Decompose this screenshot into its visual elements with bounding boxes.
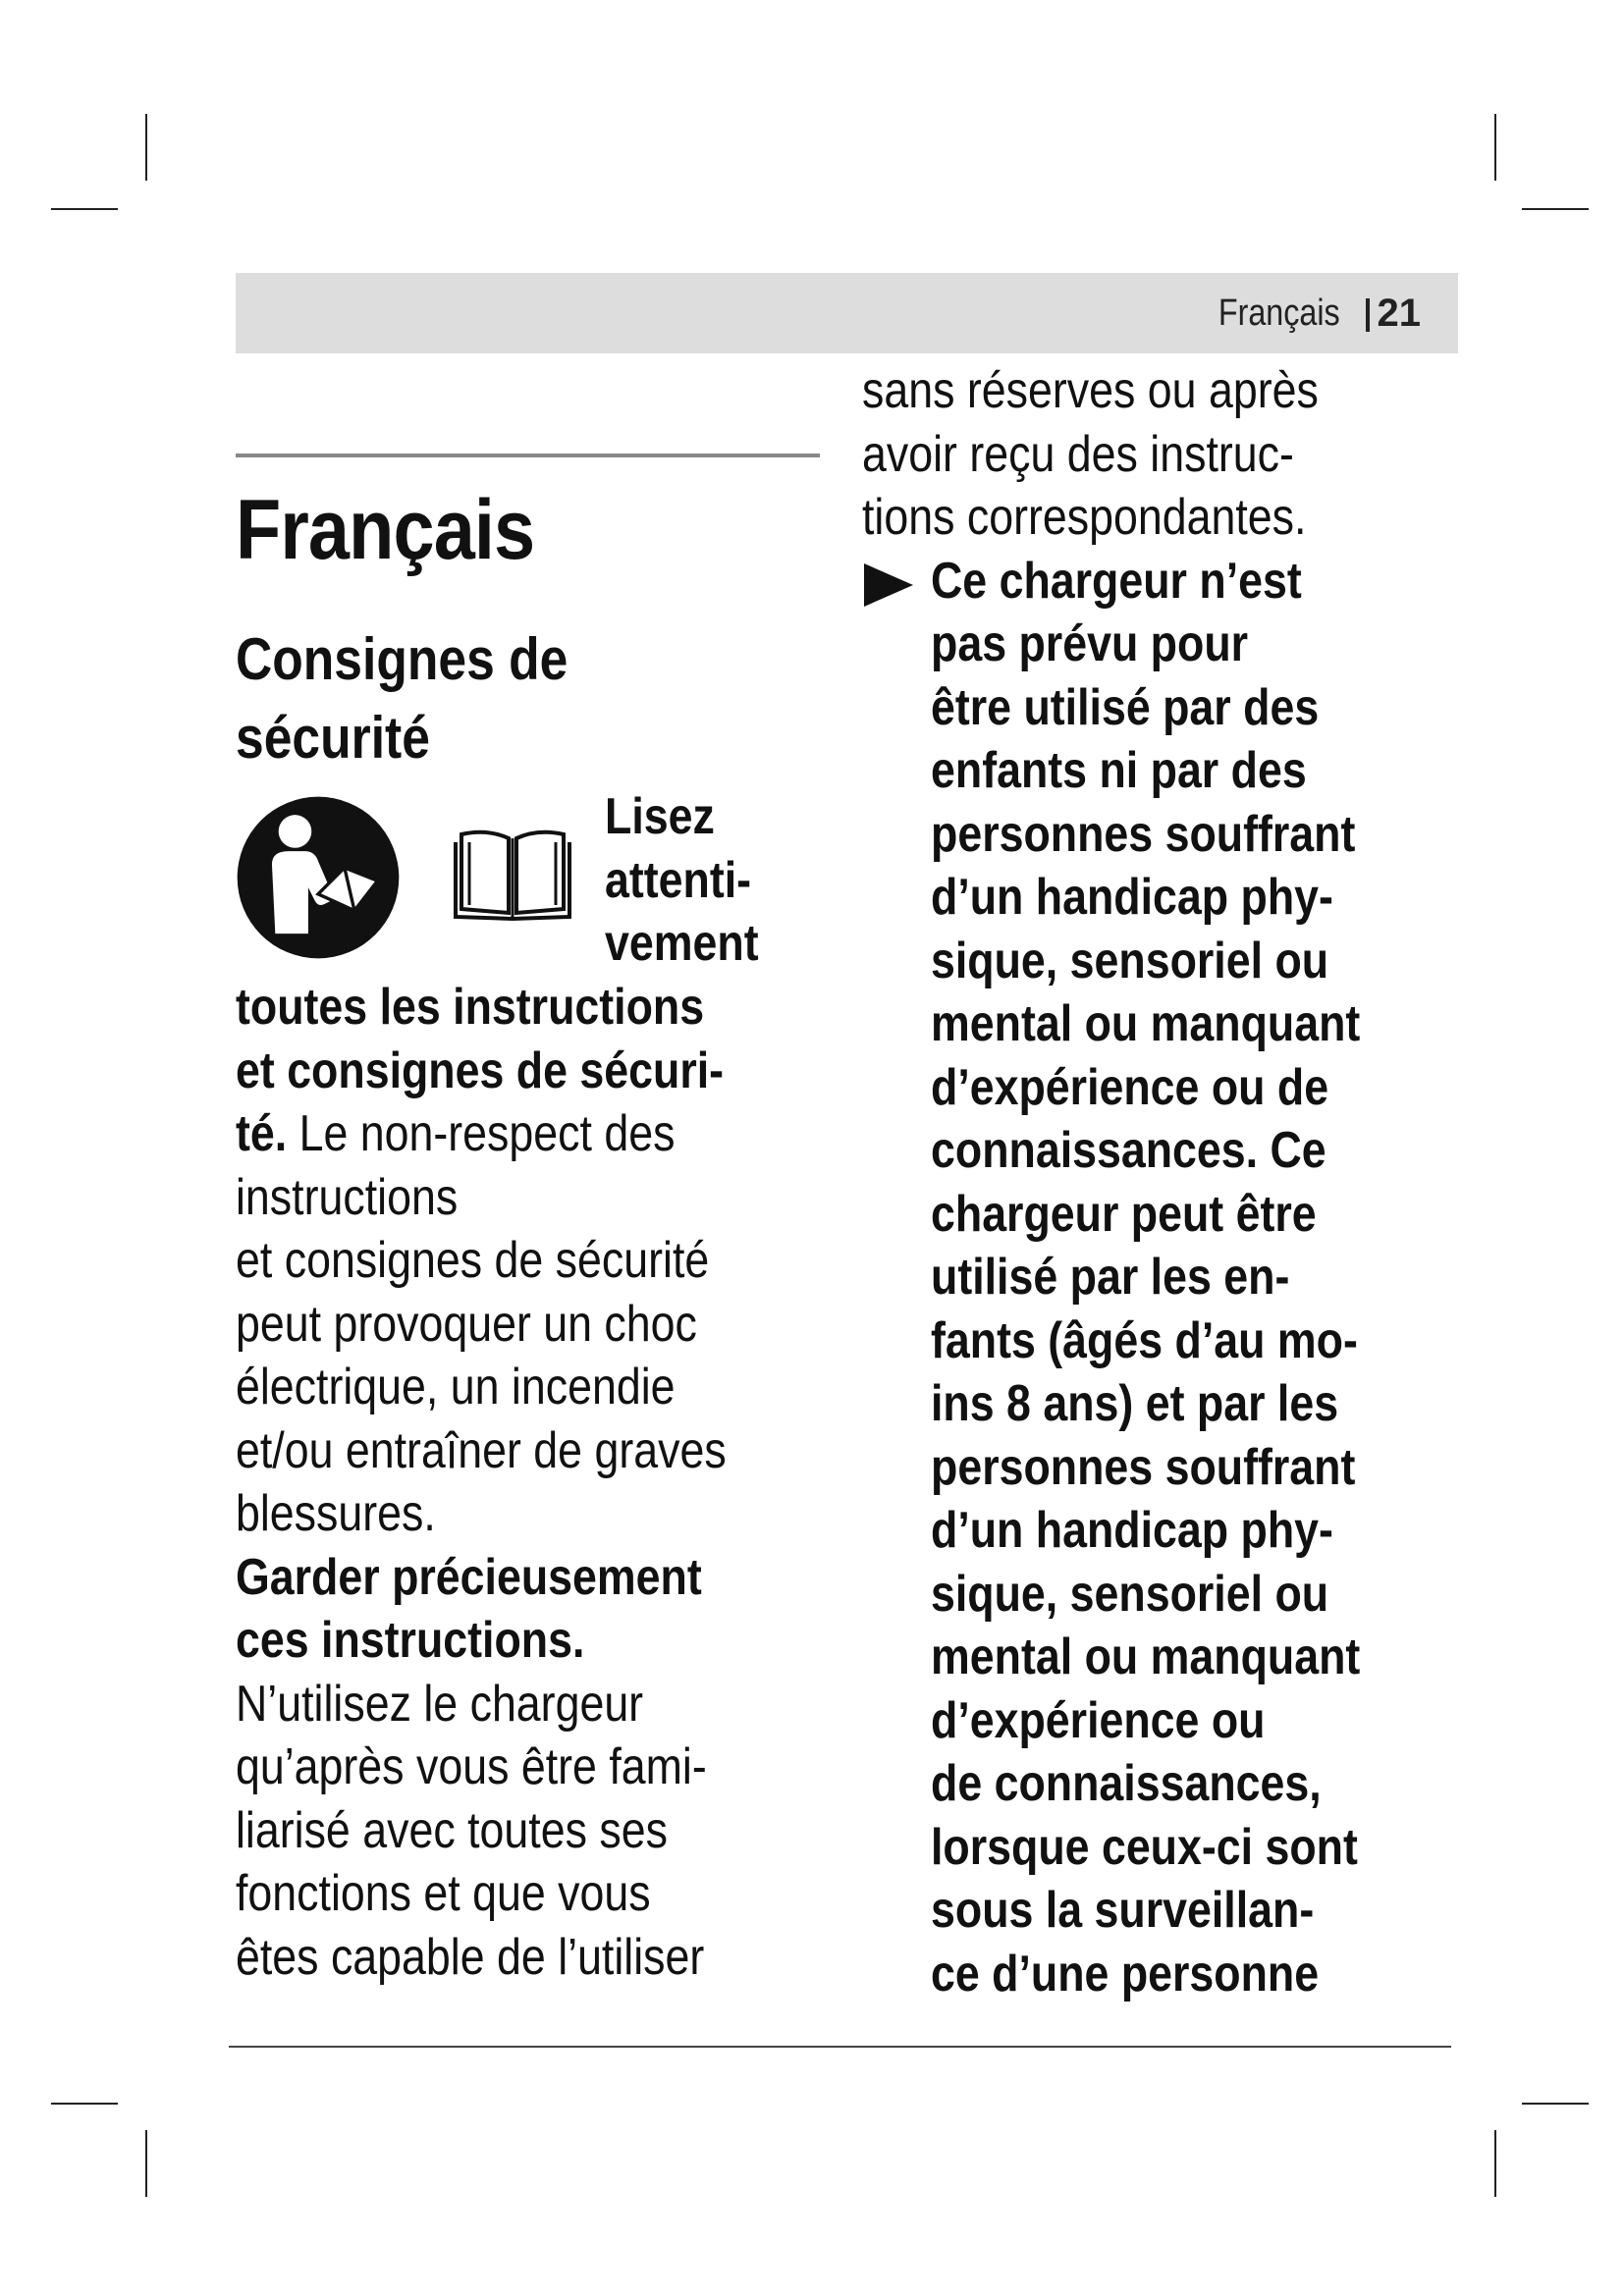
text-line: et consignes de sécurité bbox=[236, 1232, 710, 1289]
text-line: ins 8 ans) et par les bbox=[931, 1375, 1339, 1432]
text-line: d’expérience ou bbox=[931, 1691, 1266, 1749]
bullet-item bbox=[862, 550, 1471, 2006]
crop-mark bbox=[51, 2103, 118, 2105]
crop-mark bbox=[1494, 2130, 1496, 2197]
text-line: fonctions et que vous bbox=[236, 1865, 651, 1922]
bottom-rule bbox=[229, 2046, 1451, 2048]
right-column bbox=[862, 359, 1471, 2005]
text-line: connaissances. Ce bbox=[931, 1122, 1326, 1179]
open-book-icon bbox=[454, 815, 571, 923]
text-line: électrique, un incendie bbox=[236, 1359, 676, 1415]
text-line: personnes souffrant bbox=[931, 805, 1356, 863]
text-line: peut provoquer un choc bbox=[236, 1295, 697, 1353]
text-line: tions correspondantes. bbox=[862, 489, 1307, 546]
page-title: Français bbox=[236, 483, 535, 577]
text-line: d’un handicap phy- bbox=[931, 869, 1333, 926]
triangle-bullet-icon bbox=[864, 563, 913, 607]
section-heading: Consignes de sécurité bbox=[236, 626, 568, 771]
text-line: N’utilisez le chargeur bbox=[236, 1675, 644, 1733]
text-line: Lisez bbox=[605, 788, 715, 845]
text-line: d’un handicap phy- bbox=[931, 1502, 1333, 1559]
read-manual-icon bbox=[236, 795, 401, 960]
text-line: sans réserves ou après bbox=[862, 362, 1319, 419]
text-line: lorsque ceux-ci sont bbox=[931, 1818, 1358, 1876]
text-line: sique, sensoriel ou bbox=[931, 1565, 1329, 1623]
text-line: pas prévu pour bbox=[931, 615, 1249, 672]
bold-tail: té. bbox=[236, 1105, 288, 1162]
text-line: Ce chargeur n’est bbox=[931, 552, 1302, 610]
text-line: qu’après vous être fami- bbox=[236, 1738, 707, 1795]
text-line: sique, sensoriel ou bbox=[931, 932, 1329, 989]
crop-mark bbox=[1522, 208, 1589, 210]
text-line: attenti- bbox=[605, 851, 752, 909]
text-line bbox=[236, 1102, 818, 1166]
text-line: enfants ni par des bbox=[931, 742, 1307, 799]
text-line: chargeur peut être bbox=[931, 1185, 1317, 1243]
text-line: toutes les instructions bbox=[236, 979, 705, 1036]
continuation-paragraph bbox=[862, 359, 1444, 550]
bullet-text bbox=[931, 550, 1513, 2006]
icon-row bbox=[236, 785, 820, 982]
crop-mark bbox=[145, 114, 147, 181]
text-line: ces instructions. bbox=[236, 1612, 585, 1669]
text-line: et/ou entraîner de graves bbox=[236, 1421, 727, 1479]
text-fragment: Le non-respect des bbox=[287, 1105, 676, 1162]
text-line: fants (âgés d’au mo- bbox=[931, 1311, 1358, 1369]
text-line: d’expérience ou de bbox=[931, 1058, 1329, 1116]
crop-mark bbox=[1494, 114, 1496, 181]
crop-mark bbox=[1522, 2103, 1589, 2105]
text-line: ce d’une personne bbox=[931, 1945, 1320, 2002]
icon-side-text bbox=[605, 785, 821, 976]
page-header bbox=[236, 273, 1458, 353]
text-line: de connaissances, bbox=[931, 1755, 1322, 1812]
text-line: mental ou manquant bbox=[931, 995, 1361, 1052]
text-line: personnes souffrant bbox=[931, 1438, 1356, 1496]
text-line: blessures. bbox=[236, 1485, 436, 1542]
page-number: 21 bbox=[1378, 273, 1422, 353]
crop-mark bbox=[51, 208, 118, 210]
crop-mark bbox=[145, 2130, 147, 2197]
text-line: instructions bbox=[236, 1168, 459, 1226]
text-line: liarisé avec toutes ses bbox=[236, 1801, 668, 1859]
text-line: sous la surveillan- bbox=[931, 1882, 1315, 1939]
text-line: êtes capable de l’utiliser bbox=[236, 1928, 705, 1986]
left-column bbox=[236, 454, 820, 1989]
title-rule bbox=[236, 454, 820, 457]
safety-paragraph bbox=[236, 976, 818, 1989]
text-line: utilisé par les en- bbox=[931, 1249, 1290, 1306]
header-language: Français bbox=[1218, 293, 1340, 334]
text-line: Garder précieusement bbox=[236, 1548, 702, 1606]
text-line: et consignes de sécuri- bbox=[236, 1041, 725, 1099]
text-line: vement bbox=[605, 915, 759, 972]
text-line: avoir reçu des instruc- bbox=[862, 425, 1294, 483]
text-line: être utilisé par des bbox=[931, 678, 1320, 736]
text-line: mental ou manquant bbox=[931, 1629, 1361, 1685]
